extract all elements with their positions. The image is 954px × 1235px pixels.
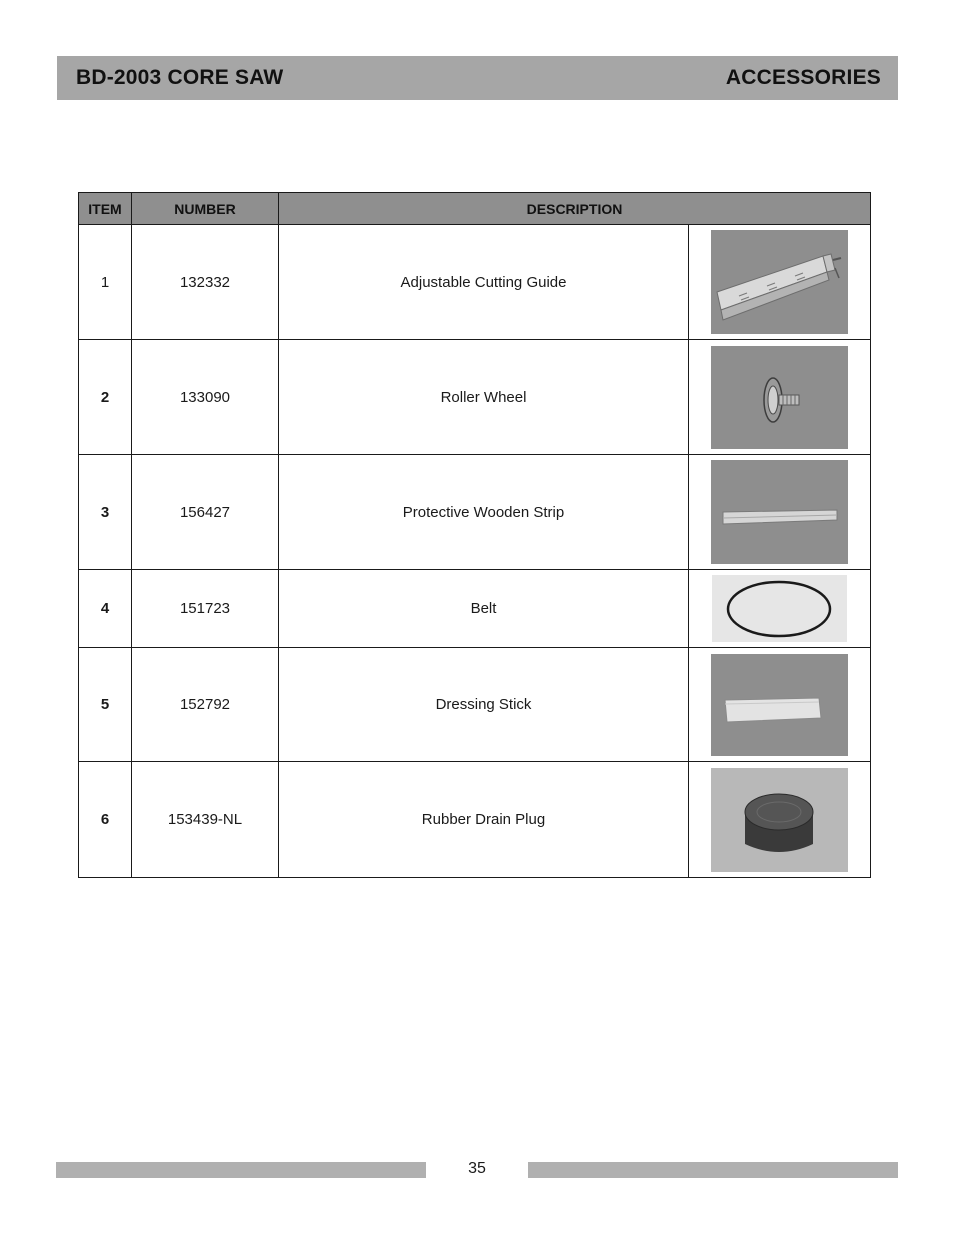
table-row [79,340,871,455]
table-header-row [79,193,871,225]
description-cell: Protective Wooden Strip [279,455,689,570]
item-cell: 1 [79,225,132,340]
part-number-cell: 153439-NL [132,762,279,878]
item-cell: 4 [79,570,132,648]
image-cell [689,648,871,762]
footer-bar-right [528,1162,898,1178]
image-cell [689,762,871,878]
page-number: 35 [468,1160,486,1177]
accessories-table [78,192,871,878]
roller-wheel-photo [711,346,848,449]
image-cell [689,570,871,648]
column-header-item: ITEM [79,193,132,225]
item-cell: 3 [79,455,132,570]
part-number-cell: 156427 [132,455,279,570]
part-number-cell: 133090 [132,340,279,455]
image-cell [689,225,871,340]
table-row [79,455,871,570]
model-title: BD-2003 CORE SAW [76,66,284,89]
part-number-cell: 132332 [132,225,279,340]
header-bar [57,56,898,100]
description-cell: Dressing Stick [279,648,689,762]
part-number-cell: 151723 [132,570,279,648]
table-row [79,762,871,878]
item-cell: 2 [79,340,132,455]
table-row [79,648,871,762]
description-cell: Rubber Drain Plug [279,762,689,878]
dressing-stick-photo [711,654,848,756]
item-cell: 6 [79,762,132,878]
belt-photo [712,575,847,642]
description-cell: Adjustable Cutting Guide [279,225,689,340]
footer-bar-left [56,1162,426,1178]
column-header-description: DESCRIPTION [279,193,871,225]
part-number-cell: 152792 [132,648,279,762]
wooden-strip-photo [711,460,848,564]
image-cell [689,455,871,570]
drain-plug-photo [711,768,848,872]
description-cell: Belt [279,570,689,648]
column-header-number: NUMBER [132,193,279,225]
cutting-guide-photo [711,230,848,334]
image-cell [689,340,871,455]
section-title: ACCESSORIES [725,66,881,89]
table-row [79,225,871,340]
table-row [79,570,871,648]
item-cell: 5 [79,648,132,762]
description-cell: Roller Wheel [279,340,689,455]
